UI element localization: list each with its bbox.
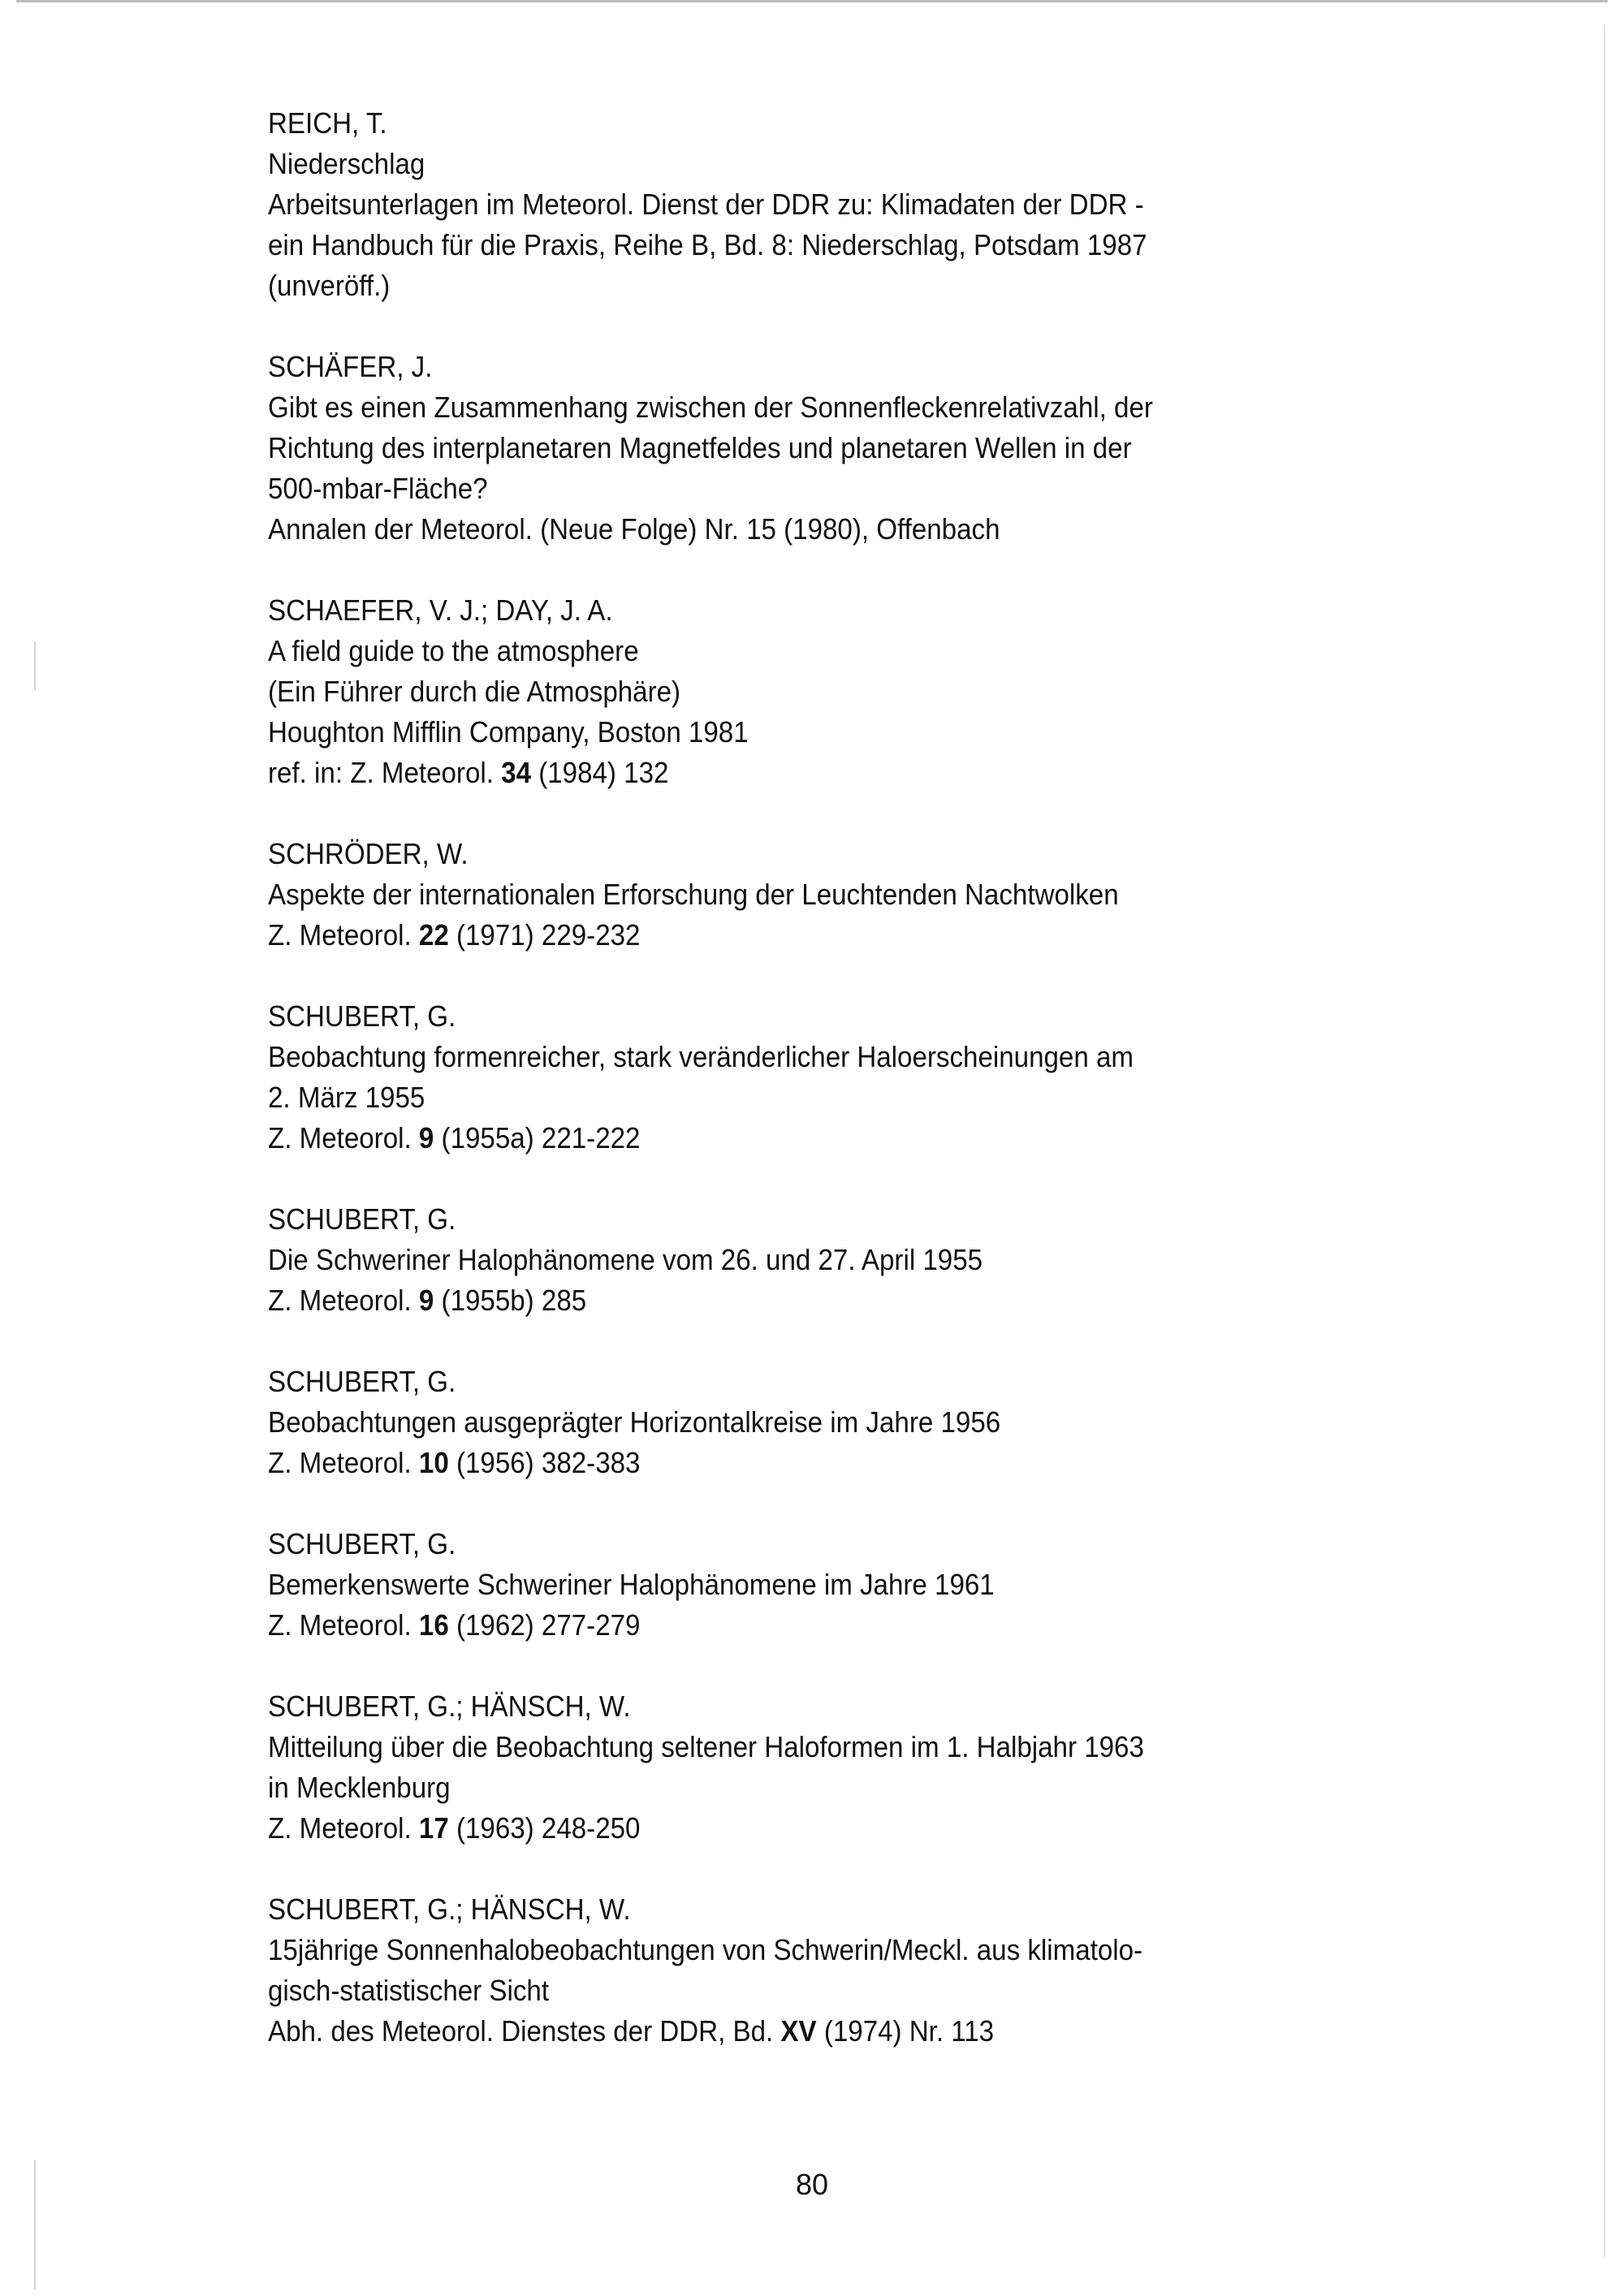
bibliography-entry — [268, 834, 1344, 956]
entry-title-line: Beobachtungen ausgeprägter Horizontalkreise im Jahre 1956 — [268, 1405, 1001, 1439]
entry-title-line: Die Schweriner Halophänomene vom 26. und 27. April 1955 — [268, 1243, 983, 1276]
scan-edge-right — [1604, 24, 1605, 2257]
reference-suffix: (1955a) 221-222 — [441, 1121, 641, 1154]
bibliography-entry — [268, 347, 1344, 550]
entry-reference — [268, 2011, 1344, 2052]
entry-author: SCHUBERT, G. — [268, 1527, 456, 1560]
entry-title-line: 500-mbar-Fläche? — [268, 472, 488, 505]
volume-number: 16 — [418, 1608, 449, 1642]
entry-reference — [268, 1280, 1344, 1321]
entry-title-line: 2. März 1955 — [268, 1081, 425, 1114]
entry-reference — [268, 1808, 1344, 1849]
entry-title-line: Gibt es einen Zusammenhang zwischen der Sonnenfleckenrelativzahl, der — [268, 391, 1153, 424]
volume-number: 22 — [418, 918, 449, 952]
scan-edge-top — [16, 0, 1608, 2]
journal-name: Abh. des Meteorol. Dienstes der DDR, Bd. — [268, 2014, 774, 2048]
reference-suffix: (1971) 229-232 — [456, 918, 641, 952]
entry-title-line: 15jährige Sonnenhalobeobachtungen von Schwerin/Meckl. aus klimatolo- — [268, 1933, 1143, 1966]
entry-author: SCHRÖDER, W. — [268, 837, 469, 870]
entry-title-line: in Mecklenburg — [268, 1771, 451, 1804]
entry-author: SCHUBERT, G. — [268, 999, 456, 1033]
bibliography-entry — [268, 1524, 1344, 1646]
bibliography-entry — [268, 1889, 1344, 2052]
entry-author: SCHAEFER, V. J.; DAY, J. A. — [268, 593, 613, 627]
entry-reference — [268, 915, 1344, 956]
entry-title-line: Bemerkenswerte Schweriner Halophänomene im Jahre 1961 — [268, 1568, 995, 1601]
entry-title-line: Niederschlag — [268, 147, 425, 180]
reference-suffix: (1974) Nr. 113 — [823, 2014, 995, 2048]
journal-name: Z. Meteorol. — [268, 1811, 412, 1845]
entry-title-line: Beobachtung formenreicher, stark veränderlicher Haloerscheinungen am — [268, 1040, 1134, 1073]
entry-author: SCHUBERT, G.; HÄNSCH, W. — [268, 1690, 631, 1723]
entry-title-line: Aspekte der internationalen Erforschung der Leuchtenden Nachtwolken — [268, 878, 1119, 911]
bibliography-entry — [268, 103, 1344, 306]
volume-number: 9 — [418, 1121, 434, 1154]
entry-title-line: gisch-statistischer Sicht — [268, 1974, 550, 2007]
volume-number: 17 — [418, 1811, 449, 1845]
bibliography-list — [268, 103, 1437, 2092]
entry-reference — [268, 753, 1344, 793]
entry-title-line: A field guide to the atmosphere — [268, 634, 639, 667]
entry-reference — [268, 1443, 1344, 1483]
journal-name: Z. Meteorol. — [268, 1121, 412, 1154]
reference-suffix: (1963) 248-250 — [456, 1811, 641, 1845]
volume-number: 10 — [418, 1446, 449, 1479]
bibliography-entry — [268, 1362, 1344, 1483]
entry-author: SCHUBERT, G. — [268, 1365, 456, 1398]
page-number: 80 — [795, 2168, 829, 2201]
reference-suffix: (1956) 382-383 — [456, 1446, 641, 1479]
entry-title-line: Houghton Mifflin Company, Boston 1981 — [268, 715, 749, 749]
reference-suffix: (1962) 277-279 — [456, 1608, 641, 1642]
journal-name: Z. Meteorol. — [268, 1608, 412, 1642]
entry-author: SCHUBERT, G.; HÄNSCH, W. — [268, 1892, 631, 1926]
entry-reference — [268, 1605, 1344, 1646]
entry-title-line: Richtung des interplanetaren Magnetfeldes und planetaren Wellen in der — [268, 431, 1132, 464]
bibliography-entry — [268, 590, 1344, 793]
volume-number: 9 — [418, 1284, 434, 1317]
entry-author: SCHUBERT, G. — [268, 1202, 456, 1236]
entry-title-line: ein Handbuch für die Praxis, Reihe B, Bd. 8: Niederschlag, Potsdam 1987 — [268, 228, 1147, 261]
volume-number: XV — [780, 2014, 817, 2048]
reference-prefix: ref. in: Z. Meteorol. — [268, 756, 494, 789]
journal-name: Z. Meteorol. — [268, 918, 412, 952]
bibliography-entry — [268, 996, 1344, 1159]
bibliography-entry — [268, 1199, 1344, 1321]
reference-suffix: (1955b) 285 — [441, 1284, 587, 1317]
journal-name: Z. Meteorol. — [268, 1284, 412, 1317]
entry-author: SCHÄFER, J. — [268, 350, 433, 383]
entry-title-line: Mitteilung über die Beobachtung seltener Haloformen im 1. Halbjahr 1963 — [268, 1730, 1144, 1763]
entry-title-line: Arbeitsunterlagen im Meteorol. Dienst der DDR zu: Klimadaten der DDR - — [268, 188, 1144, 221]
volume-number: 34 — [501, 756, 531, 789]
scan-mark-left — [34, 641, 36, 690]
entry-title-line: (unveröff.) — [268, 269, 391, 302]
reference-suffix: (1984) 132 — [538, 756, 669, 789]
journal-name: Z. Meteorol. — [268, 1446, 412, 1479]
entry-reference — [268, 1118, 1344, 1159]
entry-title-line: (Ein Führer durch die Atmosphäre) — [268, 675, 681, 708]
entry-source: Annalen der Meteorol. (Neue Folge) Nr. 15 (1980), Offenbach — [268, 512, 1000, 546]
entry-author: REICH, T. — [268, 106, 387, 140]
bibliography-entry — [268, 1686, 1344, 1849]
